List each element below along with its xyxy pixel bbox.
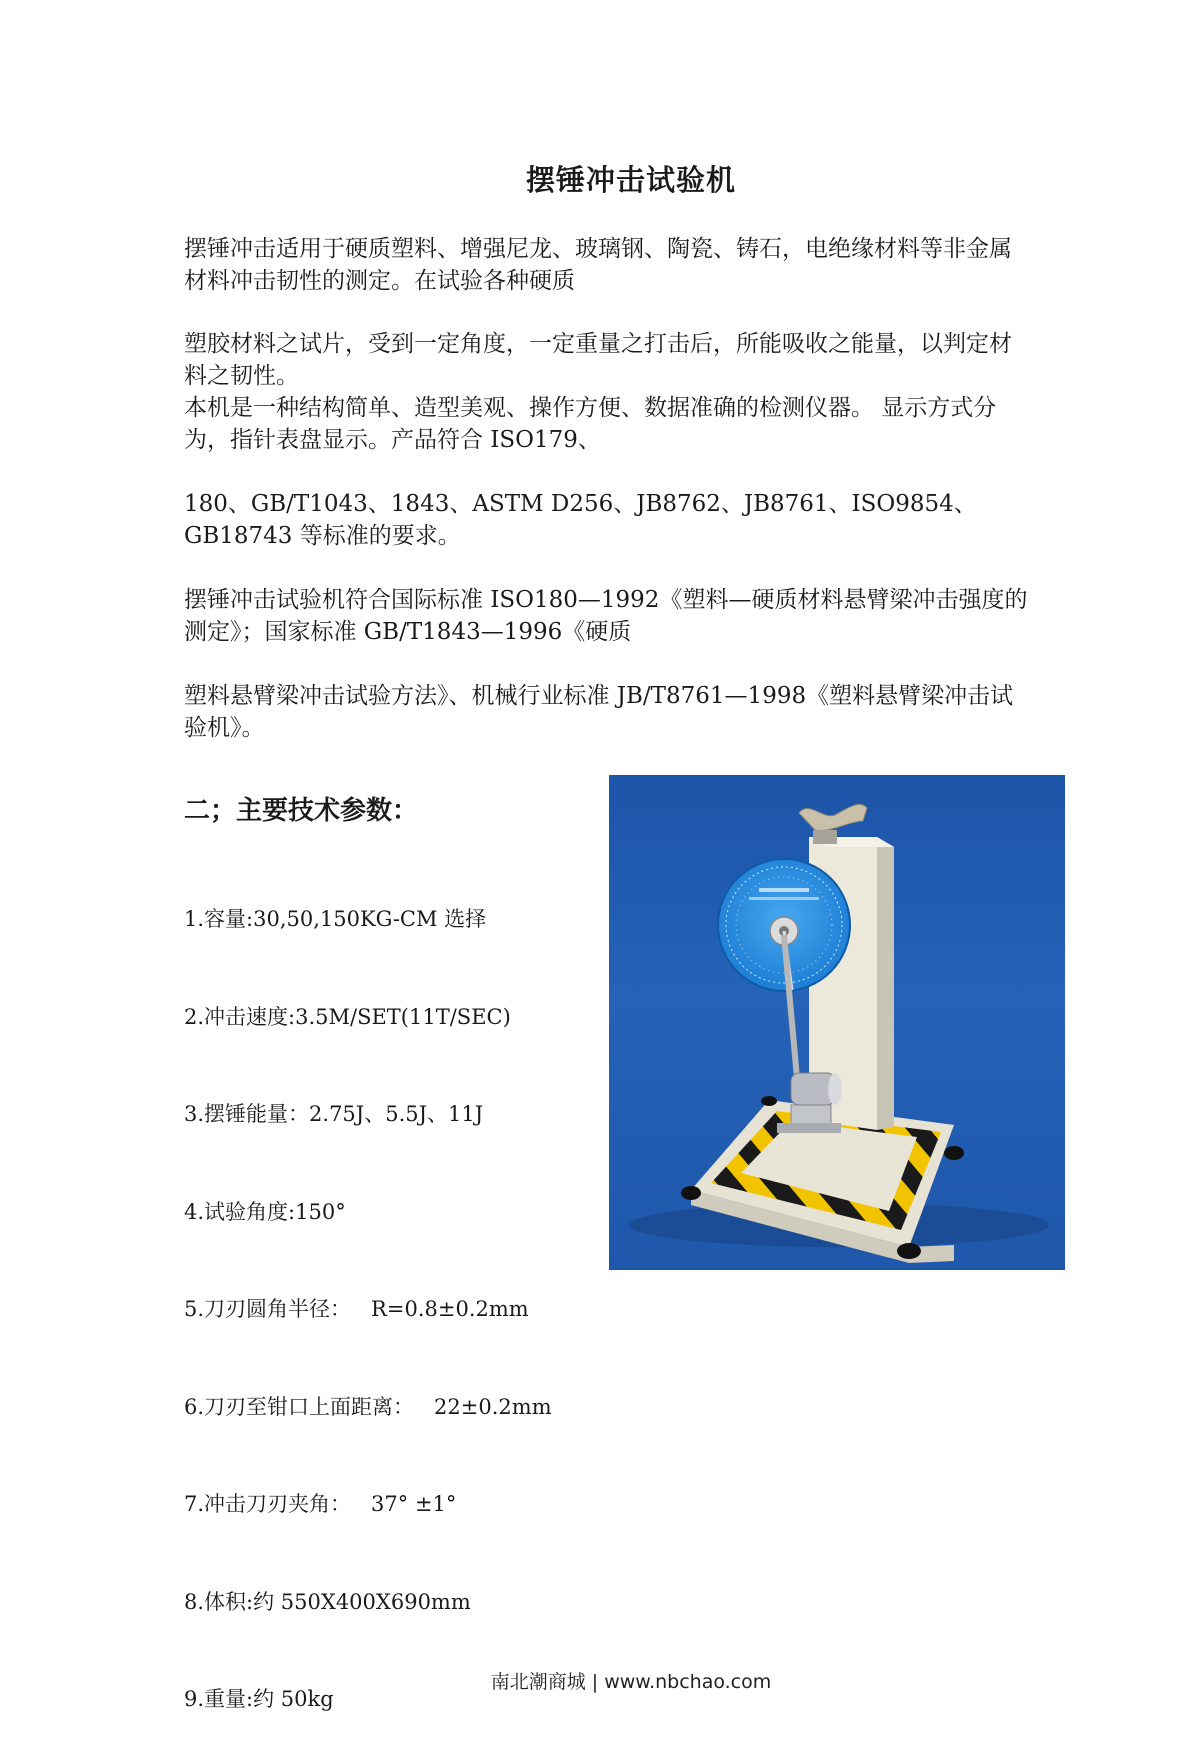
intro-paragraph-4: 摆锤冲击试验机符合国际标准 ISO180—1992《塑料—硬质材料悬臂梁冲击强度的测定》；国家标准 GB/T1843—1996《硬质 (184, 587, 1028, 645)
spec-item: 5.刀刃圆角半径： R=0.8±0.2mm (184, 1297, 529, 1321)
pendulum-impact-tester-illustration (609, 775, 1065, 1270)
intro-paragraph-1: 摆锤冲击适用于硬质塑料、增强尼龙、玻璃钢、陶瓷、铸石，电绝缘材料等非金属材料冲击韧性的测定。在试验各种硬质 (184, 236, 1012, 294)
intro-paragraph-5: 塑料悬臂梁冲击试验方法》、机械行业标准 JB/T8761—1998《塑料悬臂梁冲击试验机》。 (184, 683, 1014, 741)
spec-item: 1.容量:30,50,150KG-CM 选择 (184, 907, 487, 931)
spec-item: 6.刀刃至钳口上面距离： 22±0.2mm (184, 1394, 552, 1419)
product-photo (609, 775, 1065, 1270)
spec-item: 3.摆锤能量：2.75J、5.5J、11J (184, 1102, 484, 1126)
specs-list (184, 838, 552, 1748)
footer-text: 南北潮商城 | www.nbchao.com (490, 1671, 772, 1693)
spec-item: 9.重量:约 50kg (184, 1687, 334, 1711)
document-title: 摆锤冲击试验机 (525, 163, 736, 197)
spec-item: 7.冲击刀刃夹角： 37° ±1° (184, 1492, 457, 1516)
spec-item: 8.体积:约 550X400X690mm (184, 1589, 471, 1614)
specs-heading: 二；主要技术参数： (184, 796, 419, 826)
intro-paragraph-2: 塑胶材料之试片，受到一定角度，一定重量之打击后，所能吸收之能量，以判定材料之韧性。 本机是一种结构简单、造型美观、操作方便、数据准确的检测仪器。 显示方式分为，指针表盘显示。产品符合 ISO179、 (184, 331, 1012, 453)
spec-item: 2.冲击速度:3.5M/SET(11T/SEC) (184, 1004, 511, 1029)
intro-paragraph-3: 180、GB/T1043、1843、ASTM D256、JB8762、JB8761、ISO9854、GB18743 等标准的要求。 (184, 491, 977, 549)
spec-item: 4.试验角度:150° (184, 1199, 346, 1224)
